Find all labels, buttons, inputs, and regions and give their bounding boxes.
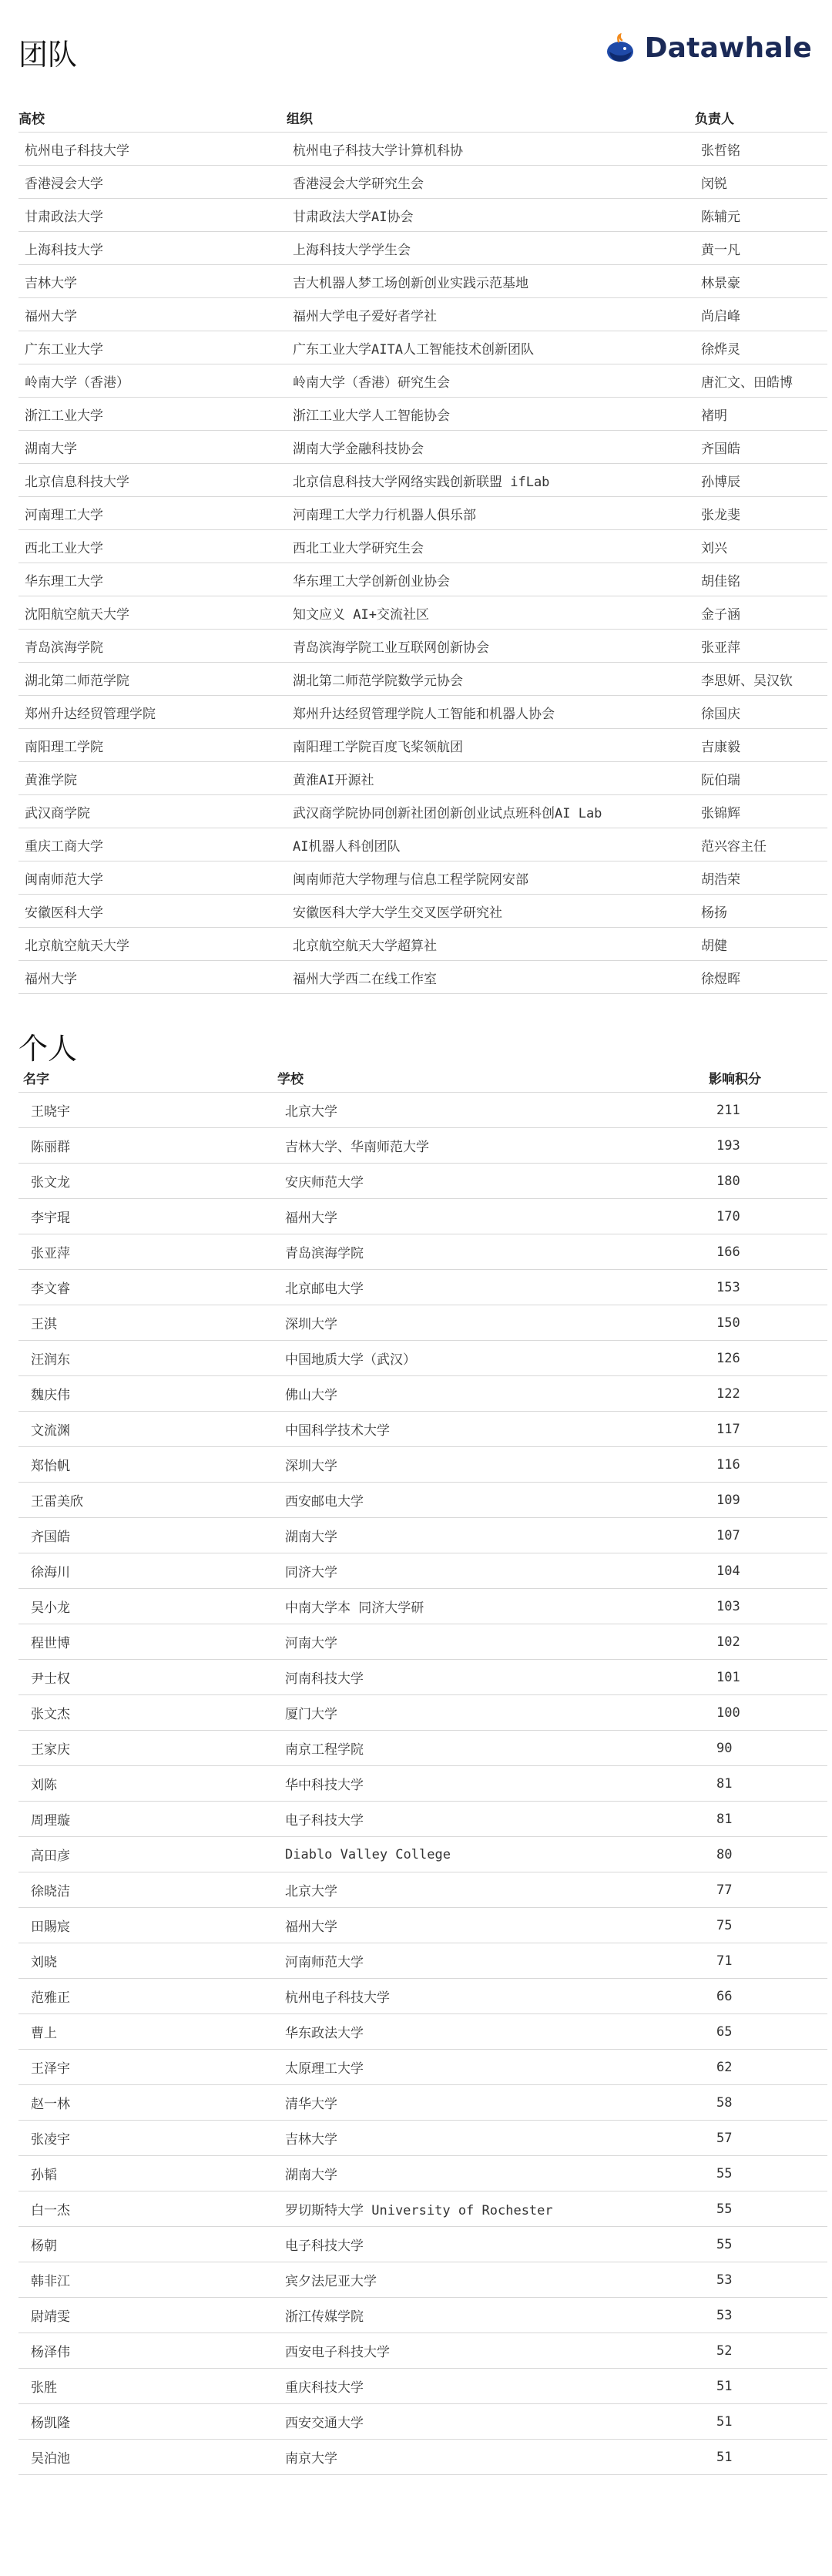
cell-leader: 张龙斐 <box>695 497 827 530</box>
cell-school: 河南大学 <box>277 1624 709 1660</box>
cell-name: 齐国皓 <box>18 1518 277 1553</box>
table-row <box>18 1660 827 1695</box>
table-row <box>18 2050 827 2085</box>
cell-university: 湖北第二师范学院 <box>18 663 287 696</box>
table-row <box>18 2014 827 2050</box>
cell-score: 102 <box>709 1624 827 1660</box>
table-row <box>18 464 827 497</box>
cell-organization: 青岛滨海学院工业互联网创新协会 <box>287 630 695 663</box>
cell-score: 80 <box>709 1837 827 1872</box>
cell-name: 徐海川 <box>18 1553 277 1589</box>
cell-school: 深圳大学 <box>277 1447 709 1483</box>
individual-section-title: 个人 <box>18 1032 78 1066</box>
table-row <box>18 2227 827 2262</box>
cell-score: 75 <box>709 1908 827 1943</box>
cell-university: 湖南大学 <box>18 431 287 464</box>
cell-school: 佛山大学 <box>277 1376 709 1412</box>
cell-leader: 陈辅元 <box>695 199 827 232</box>
cell-school: 南京工程学院 <box>277 1731 709 1766</box>
cell-organization: 闽南师范大学物理与信息工程学院网安部 <box>287 861 695 895</box>
cell-leader: 杨扬 <box>695 895 827 928</box>
cell-school: 重庆科技大学 <box>277 2369 709 2404</box>
cell-leader: 阮伯瑞 <box>695 762 827 795</box>
table-row <box>18 2191 827 2227</box>
table-row <box>18 2156 827 2191</box>
cell-school: 西安邮电大学 <box>277 1483 709 1518</box>
table-row <box>18 2369 827 2404</box>
cell-name: 王泽宇 <box>18 2050 277 2085</box>
table-row <box>18 1553 827 1589</box>
cell-school: 罗切斯特大学 University of Rochester <box>277 2191 709 2227</box>
table-row <box>18 861 827 895</box>
table-row <box>18 2262 827 2298</box>
table-row <box>18 1412 827 1447</box>
cell-university: 沈阳航空航天大学 <box>18 596 287 630</box>
cell-organization: 安徽医科大学大学生交叉医学研究社 <box>287 895 695 928</box>
cell-score: 116 <box>709 1447 827 1483</box>
cell-university: 黄淮学院 <box>18 762 287 795</box>
cell-leader: 张哲铭 <box>695 133 827 166</box>
team-section-title: 团队 <box>18 38 78 72</box>
cell-organization: 甘肃政法大学AI协会 <box>287 199 695 232</box>
cell-school: 浙江传媒学院 <box>277 2298 709 2333</box>
individual-table-header <box>18 1068 827 1093</box>
cell-leader: 李思妍、吴汉钦 <box>695 663 827 696</box>
cell-organization: 广东工业大学AITA人工智能技术创新团队 <box>287 331 695 364</box>
cell-name: 张胜 <box>18 2369 277 2404</box>
table-row <box>18 2298 827 2333</box>
table-row <box>18 1695 827 1731</box>
cell-name: 魏庆伟 <box>18 1376 277 1412</box>
cell-score: 71 <box>709 1943 827 1979</box>
cell-name: 程世博 <box>18 1624 277 1660</box>
cell-organization: 河南理工大学力行机器人俱乐部 <box>287 497 695 530</box>
table-row <box>18 331 827 364</box>
cell-school: 湖南大学 <box>277 1518 709 1553</box>
cell-score: 126 <box>709 1341 827 1376</box>
cell-university: 河南理工大学 <box>18 497 287 530</box>
header-score: 影响积分 <box>709 1068 827 1093</box>
table-row <box>18 530 827 563</box>
cell-score: 109 <box>709 1483 827 1518</box>
cell-school: 河南师范大学 <box>277 1943 709 1979</box>
cell-university: 上海科技大学 <box>18 232 287 265</box>
cell-school: 宾夕法尼亚大学 <box>277 2262 709 2298</box>
table-row <box>18 1199 827 1234</box>
table-row <box>18 563 827 596</box>
cell-university: 岭南大学（香港） <box>18 364 287 398</box>
table-row <box>18 232 827 265</box>
cell-score: 117 <box>709 1412 827 1447</box>
cell-organization: 黄淮AI开源社 <box>287 762 695 795</box>
cell-organization: 武汉商学院协同创新社团创新创业试点班科创AI Lab <box>287 795 695 828</box>
cell-university: 安徽医科大学 <box>18 895 287 928</box>
cell-score: 66 <box>709 1979 827 2014</box>
table-row <box>18 265 827 298</box>
table-row <box>18 1731 827 1766</box>
cell-school: 华东政法大学 <box>277 2014 709 2050</box>
cell-leader: 刘兴 <box>695 530 827 563</box>
cell-school: 吉林大学、华南师范大学 <box>277 1128 709 1164</box>
cell-leader: 黄一凡 <box>695 232 827 265</box>
table-row <box>18 663 827 696</box>
table-row <box>18 961 827 994</box>
cell-leader: 张亚萍 <box>695 630 827 663</box>
cell-leader: 徐国庆 <box>695 696 827 729</box>
cell-score: 122 <box>709 1376 827 1412</box>
cell-name: 王家庆 <box>18 1731 277 1766</box>
cell-leader: 齐国皓 <box>695 431 827 464</box>
cell-name: 张凌宇 <box>18 2121 277 2156</box>
table-row <box>18 1908 827 1943</box>
cell-name: 尹士权 <box>18 1660 277 1695</box>
table-row <box>18 298 827 331</box>
cell-school: 华中科技大学 <box>277 1766 709 1802</box>
cell-organization: 上海科技大学学生会 <box>287 232 695 265</box>
cell-school: 青岛滨海学院 <box>277 1234 709 1270</box>
cell-score: 55 <box>709 2156 827 2191</box>
cell-score: 81 <box>709 1802 827 1837</box>
cell-organization: 湖北第二师范学院数学元协会 <box>287 663 695 696</box>
cell-organization: 北京航空航天大学超算社 <box>287 928 695 961</box>
cell-school: 电子科技大学 <box>277 2227 709 2262</box>
cell-score: 103 <box>709 1589 827 1624</box>
cell-school: 河南科技大学 <box>277 1660 709 1695</box>
cell-name: 王雷美欣 <box>18 1483 277 1518</box>
table-row <box>18 1766 827 1802</box>
datawhale-logo <box>603 32 812 64</box>
cell-university: 北京信息科技大学 <box>18 464 287 497</box>
cell-name: 吴泊池 <box>18 2440 277 2475</box>
cell-name: 韩非江 <box>18 2262 277 2298</box>
table-row <box>18 696 827 729</box>
cell-organization: 浙江工业大学人工智能协会 <box>287 398 695 431</box>
table-row <box>18 1341 827 1376</box>
cell-name: 刘陈 <box>18 1766 277 1802</box>
table-row <box>18 795 827 828</box>
table-row <box>18 1376 827 1412</box>
cell-score: 101 <box>709 1660 827 1695</box>
cell-name: 王淇 <box>18 1305 277 1341</box>
header-school: 学校 <box>277 1068 709 1093</box>
individual-table <box>18 1068 827 2475</box>
logo-text: Datawhale <box>644 32 812 64</box>
cell-name: 尉靖雯 <box>18 2298 277 2333</box>
cell-name: 赵一林 <box>18 2085 277 2121</box>
header-university: 高校 <box>18 108 287 133</box>
cell-university: 香港浸会大学 <box>18 166 287 199</box>
cell-organization: 杭州电子科技大学计算机科协 <box>287 133 695 166</box>
cell-university: 武汉商学院 <box>18 795 287 828</box>
cell-score: 57 <box>709 2121 827 2156</box>
table-row <box>18 2085 827 2121</box>
cell-leader: 徐烨灵 <box>695 331 827 364</box>
cell-leader: 尚启峰 <box>695 298 827 331</box>
cell-score: 51 <box>709 2404 827 2440</box>
cell-university: 杭州电子科技大学 <box>18 133 287 166</box>
table-row <box>18 1979 827 2014</box>
cell-name: 张文龙 <box>18 1164 277 1199</box>
cell-organization: 香港浸会大学研究生会 <box>287 166 695 199</box>
cell-university: 吉林大学 <box>18 265 287 298</box>
cell-university: 福州大学 <box>18 298 287 331</box>
cell-organization: 福州大学西二在线工作室 <box>287 961 695 994</box>
cell-score: 107 <box>709 1518 827 1553</box>
team-table <box>18 108 827 994</box>
cell-school: 湖南大学 <box>277 2156 709 2191</box>
table-row <box>18 729 827 762</box>
table-row <box>18 1624 827 1660</box>
cell-score: 65 <box>709 2014 827 2050</box>
cell-score: 53 <box>709 2262 827 2298</box>
cell-school: 深圳大学 <box>277 1305 709 1341</box>
cell-name: 汪润东 <box>18 1341 277 1376</box>
table-row <box>18 1447 827 1483</box>
cell-school: 中国科学技术大学 <box>277 1412 709 1447</box>
cell-university: 浙江工业大学 <box>18 398 287 431</box>
table-row <box>18 431 827 464</box>
cell-school: 福州大学 <box>277 1199 709 1234</box>
cell-university: 青岛滨海学院 <box>18 630 287 663</box>
cell-score: 104 <box>709 1553 827 1589</box>
cell-school: 厦门大学 <box>277 1695 709 1731</box>
cell-school: 同济大学 <box>277 1553 709 1589</box>
table-row <box>18 1589 827 1624</box>
cell-organization: 福州大学电子爱好者学社 <box>287 298 695 331</box>
cell-school: 西安交通大学 <box>277 2404 709 2440</box>
cell-name: 高田彦 <box>18 1837 277 1872</box>
table-row <box>18 1128 827 1164</box>
cell-score: 51 <box>709 2369 827 2404</box>
table-row <box>18 630 827 663</box>
cell-university: 闽南师范大学 <box>18 861 287 895</box>
cell-leader: 徐煜晖 <box>695 961 827 994</box>
cell-school: 杭州电子科技大学 <box>277 1979 709 2014</box>
cell-school: Diablo Valley College <box>277 1837 709 1872</box>
whale-icon <box>603 33 637 64</box>
cell-name: 田賜宸 <box>18 1908 277 1943</box>
cell-organization: 湖南大学金融科技协会 <box>287 431 695 464</box>
cell-name: 吴小龙 <box>18 1589 277 1624</box>
cell-name: 孙韬 <box>18 2156 277 2191</box>
cell-organization: AI机器人科创团队 <box>287 828 695 861</box>
header-name: 名字 <box>18 1068 277 1093</box>
cell-school: 清华大学 <box>277 2085 709 2121</box>
cell-leader: 范兴容主任 <box>695 828 827 861</box>
table-row <box>18 1305 827 1341</box>
cell-score: 55 <box>709 2191 827 2227</box>
cell-university: 西北工业大学 <box>18 530 287 563</box>
cell-school: 安庆师范大学 <box>277 1164 709 1199</box>
cell-name: 张亚萍 <box>18 1234 277 1270</box>
cell-organization: 郑州升达经贸管理学院人工智能和机器人协会 <box>287 696 695 729</box>
cell-university: 郑州升达经贸管理学院 <box>18 696 287 729</box>
cell-score: 180 <box>709 1164 827 1199</box>
cell-name: 郑怡帆 <box>18 1447 277 1483</box>
cell-score: 51 <box>709 2440 827 2475</box>
cell-school: 中南大学本 同济大学研 <box>277 1589 709 1624</box>
cell-name: 杨泽伟 <box>18 2333 277 2369</box>
cell-organization: 岭南大学（香港）研究生会 <box>287 364 695 398</box>
table-row <box>18 1943 827 1979</box>
cell-university: 重庆工商大学 <box>18 828 287 861</box>
table-row <box>18 497 827 530</box>
cell-school: 太原理工大学 <box>277 2050 709 2085</box>
header-organization: 组织 <box>287 108 695 133</box>
cell-school: 福州大学 <box>277 1908 709 1943</box>
cell-score: 77 <box>709 1872 827 1908</box>
cell-name: 杨朝 <box>18 2227 277 2262</box>
cell-leader: 孙博辰 <box>695 464 827 497</box>
cell-name: 杨凯隆 <box>18 2404 277 2440</box>
cell-score: 55 <box>709 2227 827 2262</box>
table-row <box>18 166 827 199</box>
cell-name: 李文睿 <box>18 1270 277 1305</box>
table-row <box>18 1483 827 1518</box>
table-row <box>18 596 827 630</box>
cell-name: 白一杰 <box>18 2191 277 2227</box>
table-row <box>18 1234 827 1270</box>
cell-score: 53 <box>709 2298 827 2333</box>
cell-university: 福州大学 <box>18 961 287 994</box>
cell-name: 刘晓 <box>18 1943 277 1979</box>
cell-leader: 褚明 <box>695 398 827 431</box>
cell-university: 北京航空航天大学 <box>18 928 287 961</box>
table-row <box>18 364 827 398</box>
table-row <box>18 199 827 232</box>
cell-leader: 唐汇文、田皓博 <box>695 364 827 398</box>
cell-school: 电子科技大学 <box>277 1802 709 1837</box>
cell-score: 150 <box>709 1305 827 1341</box>
cell-score: 52 <box>709 2333 827 2369</box>
table-row <box>18 928 827 961</box>
cell-leader: 吉康毅 <box>695 729 827 762</box>
cell-organization: 华东理工大学创新创业协会 <box>287 563 695 596</box>
table-row <box>18 1802 827 1837</box>
cell-organization: 吉大机器人梦工场创新创业实践示范基地 <box>287 265 695 298</box>
cell-leader: 闵锐 <box>695 166 827 199</box>
team-table-header <box>18 108 827 133</box>
table-row <box>18 2121 827 2156</box>
cell-university: 华东理工大学 <box>18 563 287 596</box>
cell-score: 193 <box>709 1128 827 1164</box>
cell-score: 153 <box>709 1270 827 1305</box>
table-row <box>18 828 827 861</box>
table-row <box>18 2404 827 2440</box>
cell-organization: 北京信息科技大学网络实践创新联盟 ifLab <box>287 464 695 497</box>
cell-university: 广东工业大学 <box>18 331 287 364</box>
cell-score: 62 <box>709 2050 827 2085</box>
cell-leader: 胡健 <box>695 928 827 961</box>
table-row <box>18 1518 827 1553</box>
cell-leader: 胡浩荣 <box>695 861 827 895</box>
cell-score: 170 <box>709 1199 827 1234</box>
cell-university: 南阳理工学院 <box>18 729 287 762</box>
table-row <box>18 1872 827 1908</box>
cell-score: 211 <box>709 1093 827 1128</box>
cell-name: 周理璇 <box>18 1802 277 1837</box>
cell-school: 北京大学 <box>277 1093 709 1128</box>
cell-score: 81 <box>709 1766 827 1802</box>
cell-name: 文流渊 <box>18 1412 277 1447</box>
cell-school: 中国地质大学（武汉） <box>277 1341 709 1376</box>
table-row <box>18 1093 827 1128</box>
cell-school: 西安电子科技大学 <box>277 2333 709 2369</box>
cell-school: 吉林大学 <box>277 2121 709 2156</box>
cell-score: 58 <box>709 2085 827 2121</box>
cell-university: 甘肃政法大学 <box>18 199 287 232</box>
cell-name: 李宇琨 <box>18 1199 277 1234</box>
table-row <box>18 1270 827 1305</box>
table-row <box>18 1164 827 1199</box>
table-row <box>18 1837 827 1872</box>
cell-leader: 金子涵 <box>695 596 827 630</box>
table-row <box>18 133 827 166</box>
table-row <box>18 762 827 795</box>
cell-name: 张文杰 <box>18 1695 277 1731</box>
cell-leader: 林景豪 <box>695 265 827 298</box>
cell-name: 王晓宇 <box>18 1093 277 1128</box>
cell-name: 曹上 <box>18 2014 277 2050</box>
cell-name: 范雅正 <box>18 1979 277 2014</box>
cell-score: 100 <box>709 1695 827 1731</box>
table-row <box>18 2333 827 2369</box>
cell-name: 陈丽群 <box>18 1128 277 1164</box>
header-leader: 负责人 <box>695 108 827 133</box>
cell-score: 166 <box>709 1234 827 1270</box>
table-row <box>18 2440 827 2475</box>
cell-school: 北京大学 <box>277 1872 709 1908</box>
cell-score: 90 <box>709 1731 827 1766</box>
cell-name: 徐晓洁 <box>18 1872 277 1908</box>
cell-organization: 西北工业大学研究生会 <box>287 530 695 563</box>
table-row <box>18 398 827 431</box>
cell-leader: 胡佳铭 <box>695 563 827 596</box>
cell-organization: 知文应义 AI+交流社区 <box>287 596 695 630</box>
cell-organization: 南阳理工学院百度飞桨领航团 <box>287 729 695 762</box>
cell-leader: 张锦辉 <box>695 795 827 828</box>
cell-school: 南京大学 <box>277 2440 709 2475</box>
table-row <box>18 895 827 928</box>
cell-school: 北京邮电大学 <box>277 1270 709 1305</box>
